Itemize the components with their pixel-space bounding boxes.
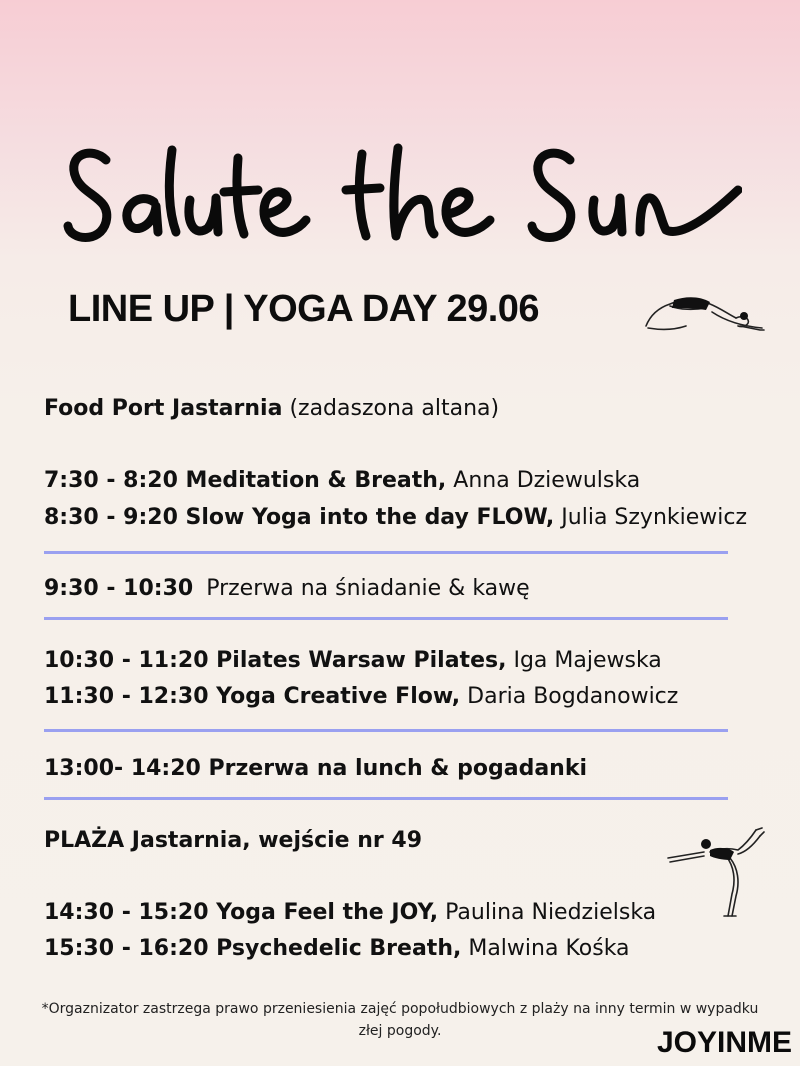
child-pose-illustration-icon	[640, 286, 766, 336]
break-row	[44, 756, 587, 781]
venue-name: PLAŻA Jastarnia, wejście nr 49	[44, 828, 423, 853]
brand-logo: JOYINME	[656, 1026, 792, 1059]
session-time-title: 11:30 - 12:30 Yoga Creative Flow,	[44, 684, 461, 709]
break-time: 9:30 - 10:30	[44, 576, 194, 601]
session-teacher: Paulina Niedzielska	[445, 900, 657, 925]
venue-food-port	[44, 396, 499, 421]
page-title: LINE UP | YOGA DAY 29.06	[68, 288, 540, 330]
session-teacher: Julia Szynkiewicz	[561, 505, 748, 530]
session-teacher: Iga Majewska	[513, 648, 662, 673]
venue-name: Food Port Jastarnia	[44, 396, 283, 421]
session-time-title: 10:30 - 11:20 Pilates Warsaw Pilates,	[44, 648, 507, 673]
venue-note: (zadaszona altana)	[289, 396, 500, 421]
session-time-title: 15:30 - 16:20 Psychedelic Breath,	[44, 936, 462, 961]
venue-beach	[44, 828, 422, 853]
break-label: Przerwa na śniadanie & kawę	[206, 576, 530, 601]
session-row	[44, 648, 662, 673]
session-teacher: Daria Bogdanowicz	[467, 684, 679, 709]
section-divider	[44, 729, 728, 732]
salute-the-sun-logo	[62, 140, 742, 255]
session-time-title: 7:30 - 8:20 Meditation & Breath,	[44, 468, 447, 493]
footnote: *Orgaznizator zastrzega prawo przeniesienia zajęć popołudbiowych z plaży na inny termin w wypadku złej pogody.	[41, 1001, 759, 1039]
break-row	[44, 576, 530, 601]
session-time-title: 8:30 - 9:20 Slow Yoga into the day FLOW,	[44, 505, 555, 530]
session-time-title: 14:30 - 15:20 Yoga Feel the JOY,	[44, 900, 439, 925]
section-divider	[44, 797, 728, 800]
dancer-pose-illustration-icon	[664, 822, 768, 918]
session-row	[44, 468, 640, 493]
session-row	[44, 900, 656, 925]
section-divider	[44, 617, 728, 620]
session-teacher: Anna Dziewulska	[453, 468, 641, 493]
session-row	[44, 936, 630, 961]
logo-script-lettering	[62, 140, 742, 255]
section-divider	[44, 551, 728, 554]
session-row	[44, 684, 678, 709]
session-row	[44, 505, 747, 530]
break-label: 13:00- 14:20 Przerwa na lunch & pogadanki	[44, 756, 588, 781]
session-teacher: Malwina Kośka	[468, 936, 630, 961]
